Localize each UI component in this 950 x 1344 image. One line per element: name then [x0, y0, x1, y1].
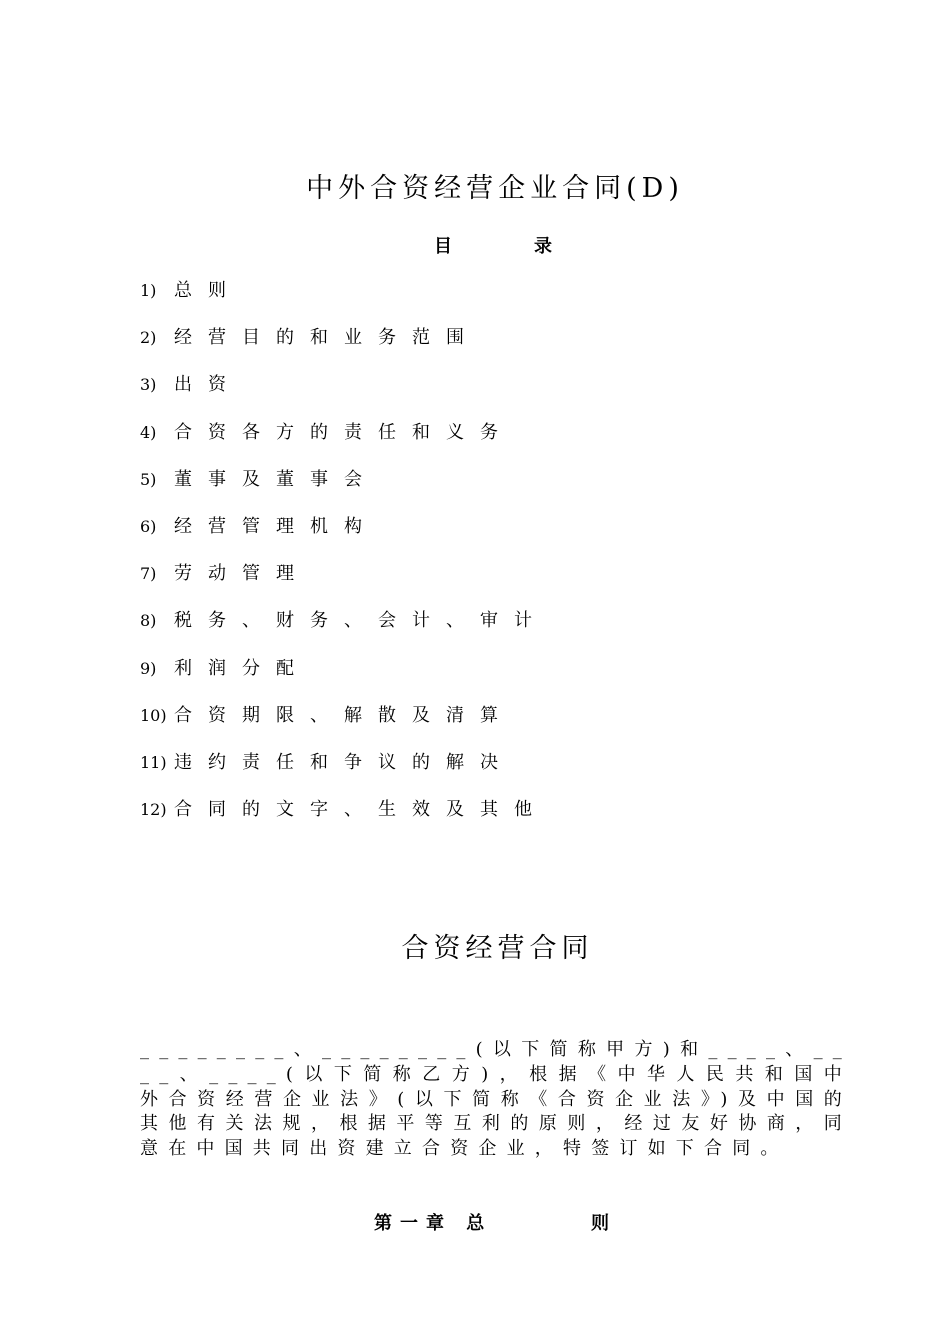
toc-item — [140, 326, 548, 373]
toc-item — [140, 562, 548, 609]
toc-item-text: 劳动管理 — [174, 563, 310, 585]
document-title: 中外合资经营企业合同(D) — [306, 173, 684, 204]
toc-item-text: 董事及董事会 — [174, 468, 378, 490]
toc-item — [140, 609, 548, 656]
toc-item — [140, 657, 548, 704]
toc-item — [140, 704, 548, 751]
toc-item — [140, 373, 548, 420]
toc-item — [140, 515, 548, 562]
toc-item-number: 6) — [140, 516, 157, 536]
toc-item — [140, 798, 548, 845]
toc-item-text: 违约责任和争议的解决 — [174, 751, 514, 773]
toc-item — [140, 279, 548, 326]
toc-item — [140, 421, 548, 468]
toc-item-number: 1) — [140, 281, 157, 300]
toc-item-number: 5) — [140, 469, 157, 489]
toc-item-text: 经营管理机构 — [174, 515, 378, 537]
toc-item-text: 合资期限、解散及清算 — [174, 704, 514, 726]
toc-heading-left: 目 — [434, 236, 452, 257]
toc-heading-right: 录 — [534, 236, 552, 257]
toc-item-text: 合同的文字、生效及其他 — [174, 799, 548, 821]
toc-item-number: 8) — [140, 611, 157, 631]
contract-preamble: ________、________(以下简称甲方)和____、____、____(以下简称乙方)，根据《中华人民共和国中外合资经营企业法》(以下简称《合资企业法》)及中国的其他有关法规，根据平等互利的原则，经过友好协商，同意在中国共同出资建立合资企业，特签订如下合同。 — [140, 1039, 852, 1160]
toc-item-text: 利润分配 — [174, 657, 310, 679]
toc-item — [140, 751, 548, 798]
chapter-heading-label-right: 则 — [591, 1213, 609, 1234]
toc-item-number: 2) — [140, 328, 157, 348]
toc-item — [140, 468, 548, 515]
toc-item-text: 经营目的和业务范围 — [174, 327, 480, 349]
toc-item-text: 合资各方的责任和义务 — [174, 421, 514, 443]
contract-title: 合资经营合同 — [401, 933, 594, 964]
toc-item-number: 7) — [140, 564, 157, 584]
toc-item-number: 3) — [140, 375, 157, 395]
toc-item-number: 10) — [140, 705, 167, 725]
toc-item-text: 税务、财务、会计、审计 — [174, 610, 548, 632]
table-of-contents — [140, 279, 548, 845]
toc-item-number: 12) — [140, 800, 167, 820]
toc-item-text: 出资 — [174, 374, 242, 396]
toc-heading — [0, 232, 950, 256]
toc-item-number: 9) — [140, 658, 157, 678]
toc-item-number: 11) — [140, 752, 167, 772]
chapter-heading-label: 第一章 总 — [374, 1213, 493, 1234]
toc-item-number: 4) — [140, 422, 157, 442]
toc-item-text: 总则 — [174, 280, 242, 301]
chapter-heading — [0, 1209, 950, 1233]
